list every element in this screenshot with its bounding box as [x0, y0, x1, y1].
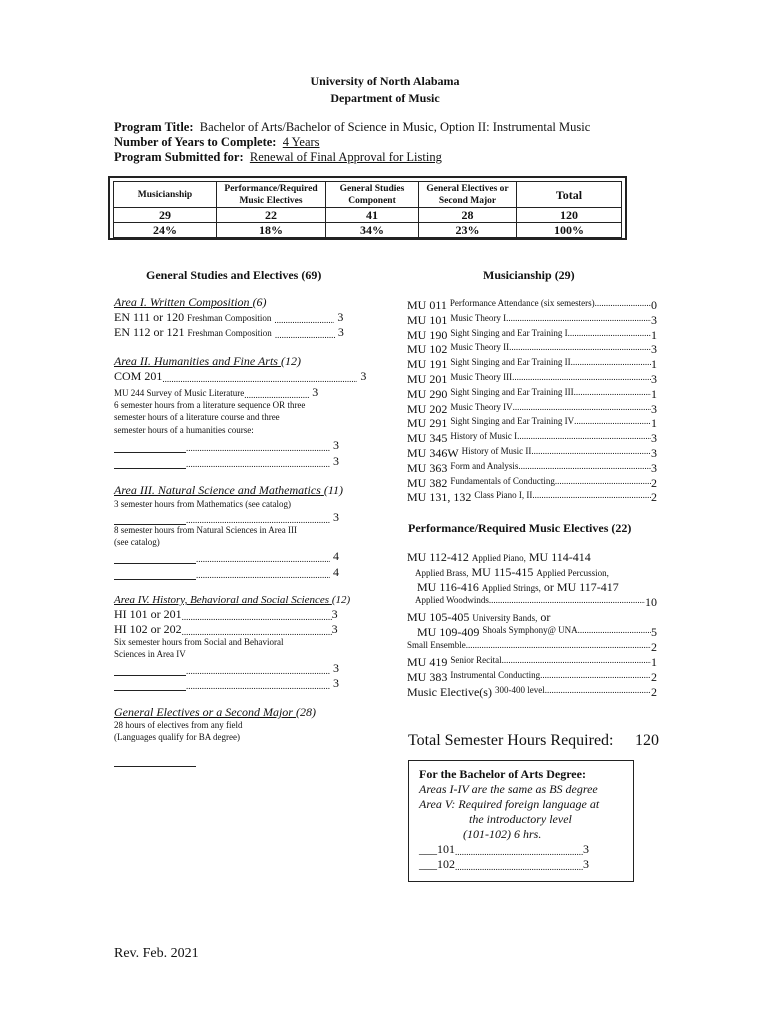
years-line [114, 135, 320, 150]
musicianship-row: MU 011 Performance Attendance (six semesters) ..... 0 [407, 298, 657, 313]
musicianship-title: Musicianship (29) [483, 268, 575, 282]
program-title-value: Bachelor of Arts/Bachelor of Science in Music, Option II: Instrumental Music [199, 120, 591, 134]
ba-box-row: ___101..... 3 [419, 842, 589, 857]
area-2-note: semester hours of a literature course and three [114, 412, 280, 422]
area-3-blank-line: ..... 4 [114, 565, 339, 580]
area-2-line: MU 244 Survey of Music Literature..... 3 [114, 385, 318, 400]
area-2-note: 6 semester hours from a literature sequence OR three [114, 400, 306, 410]
musicianship-row: MU 290 Sight Singing and Ear Training III ..... 1 [407, 387, 657, 402]
general-electives-title: General Electives or a Second Major (28) [114, 705, 316, 719]
total-hours-value: 120 [635, 732, 659, 749]
perf-line: MU 383 Instrumental Conducting ..... 2 [407, 670, 657, 685]
submitted-label: Program Submitted for: [114, 150, 244, 164]
area-2-title: Area II. Humanities and Fine Arts (12) [114, 354, 301, 368]
submitted-line [114, 150, 442, 165]
musicianship-row: MU 363 Form and Analysis ..... 3 [407, 461, 657, 476]
ba-box-title: For the Bachelor of Arts Degree: [419, 767, 586, 781]
ba-box-row: ___102..... 3 [419, 857, 589, 872]
general-studies-title: General Studies and Electives (69) [146, 268, 322, 282]
percent-cell: 100% [517, 223, 622, 238]
percent-cell: 24% [114, 223, 217, 238]
header-total: Total [517, 182, 622, 208]
area-2-note: semester hours of a humanities course: [114, 425, 254, 435]
percent-cell: 18% [217, 223, 326, 238]
hours-cell: 22 [217, 208, 326, 223]
header-general-electives: General Electives or Second Major [419, 182, 517, 208]
area-4-blank-line: ..... 3 [114, 661, 339, 676]
musicianship-row: MU 291 Sight Singing and Ear Training IV ..... 1 [407, 416, 657, 431]
area-2-line: COM 201..... 3 [114, 369, 366, 384]
musicianship-row: MU 131, 132 Class Piano I, II ..... 2 [407, 490, 657, 505]
musicianship-row: MU 345 History of Music I ..... 3 [407, 431, 657, 446]
department-name: Department of Music [330, 91, 440, 105]
perf-electives-list [407, 550, 657, 700]
header-musicianship: Musicianship [114, 182, 217, 208]
hours-cell: 120 [517, 208, 622, 223]
perf-line: Small Ensemble ..... 2 [407, 640, 657, 655]
area-3-note: (see catalog) [114, 537, 160, 547]
summary-table [113, 181, 622, 238]
area-1-line: EN 112 or 121 Freshman Composition ..... 3 [114, 325, 344, 340]
area-3-note: 8 semester hours from Natural Sciences in Area III [114, 525, 297, 535]
revision-date: Rev. Feb. 2021 [114, 946, 199, 961]
perf-line: Applied Woodwinds ..... 10 [407, 595, 657, 610]
percent-cell: 34% [326, 223, 419, 238]
hours-cell: 41 [326, 208, 419, 223]
perf-electives-title: Performance/Required Music Electives (22) [408, 521, 632, 535]
ba-box-line: (101-102) 6 hrs. [463, 827, 542, 841]
years-label: Number of Years to Complete: [114, 135, 277, 149]
perf-line: MU 112-412 Applied Piano, MU 114-414 [407, 550, 591, 564]
total-hours-label: Total Semester Hours Required: [408, 732, 614, 749]
musicianship-row: MU 102 Music Theory II ..... 3 [407, 342, 657, 357]
area-4-blank-line: ..... 3 [114, 676, 339, 691]
musicianship-row: MU 346W History of Music II ..... 3 [407, 446, 657, 461]
area-4-line: HI 101 or 201..... 3 [114, 607, 338, 622]
musicianship-row: MU 101 Music Theory I ..... 3 [407, 313, 657, 328]
university-name: University of North Alabama [310, 74, 460, 88]
percent-cell: 23% [419, 223, 517, 238]
musicianship-list [407, 298, 657, 505]
area-3-blank-line: ..... 3 [114, 510, 339, 525]
musicianship-row: MU 202 Music Theory IV ..... 3 [407, 402, 657, 417]
area-4-title: Area IV. History, Behavioral and Social Sciences (12) [114, 594, 351, 606]
submitted-value: Renewal of Final Approval for Listing [249, 150, 442, 164]
years-value: 4 Years [282, 135, 320, 149]
general-electives-blank [114, 749, 196, 767]
area-1-title: Area I. Written Composition (6) [114, 295, 267, 309]
musicianship-row: MU 201 Music Theory III ..... 3 [407, 372, 657, 387]
hours-cell: 28 [419, 208, 517, 223]
perf-line: Applied Brass, MU 115-415 Applied Percussion, [415, 565, 609, 579]
general-electives-note: (Languages qualify for BA degree) [114, 732, 240, 742]
ba-degree-box [408, 760, 634, 882]
perf-line: MU 116-416 Applied Strings, or MU 117-417 [417, 580, 619, 594]
program-title-line [114, 120, 590, 135]
musicianship-row: MU 190 Sight Singing and Ear Training I ..... 1 [407, 328, 657, 343]
musicianship-row: MU 382 Fundamentals of Conducting ..... 2 [407, 476, 657, 491]
area-3-blank-line: ..... 4 [114, 549, 339, 564]
perf-line: MU 105-405 University Bands, or [407, 610, 551, 624]
header-performance: Performance/Required Music Electives [217, 182, 326, 208]
perf-line: Music Elective(s) 300-400 level ..... 2 [407, 685, 657, 700]
area-4-line: HI 102 or 202..... 3 [114, 622, 338, 637]
summary-table-frame [108, 176, 627, 240]
general-electives-note: 28 hours of electives from any field [114, 720, 243, 730]
area-4-note: Sciences in Area IV [114, 649, 186, 659]
perf-line: MU 419 Senior Recital ..... 1 [407, 655, 657, 670]
perf-line: MU 109-409 Shoals Symphony@ UNA ..... 5 [407, 625, 657, 640]
ba-box-line: Area V: Required foreign language at [419, 797, 600, 811]
ba-box-line: Areas I-IV are the same as BS degree [419, 782, 598, 796]
area-2-blank-line: ..... 3 [114, 454, 339, 469]
area-4-note: Six semester hours from Social and Behavioral [114, 637, 284, 647]
header-general-studies: General Studies Component [326, 182, 419, 208]
hours-cell: 29 [114, 208, 217, 223]
program-title-label: Program Title: [114, 120, 194, 134]
area-3-title: Area III. Natural Science and Mathematics (11) [114, 483, 343, 497]
musicianship-row: MU 191 Sight Singing and Ear Training II ..... 1 [407, 357, 657, 372]
ba-box-line: the introductory level [469, 812, 572, 826]
area-3-note: 3 semester hours from Mathematics (see catalog) [114, 499, 291, 509]
area-2-blank-line: ..... 3 [114, 438, 339, 453]
area-1-line: EN 111 or 120 Freshman Composition ..... 3 [114, 310, 343, 325]
